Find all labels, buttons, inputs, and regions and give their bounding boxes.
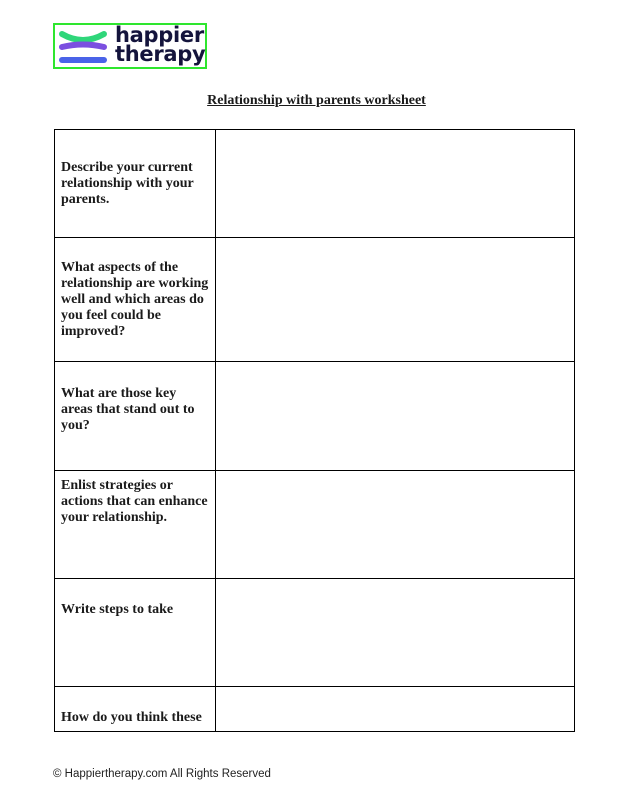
logo-wordmark <box>115 23 206 66</box>
table-row <box>55 471 575 579</box>
question-cell: Describe your current relationship with your parents. <box>55 130 216 238</box>
answer-cell[interactable] <box>216 130 575 238</box>
worksheet-title: Relationship with parents worksheet <box>207 93 426 108</box>
answer-cell[interactable] <box>216 362 575 471</box>
question-cell: How do you think these <box>55 687 216 732</box>
answer-cell[interactable] <box>216 579 575 687</box>
table-row <box>55 579 575 687</box>
logo-line1: happier <box>115 23 204 47</box>
table-row <box>55 238 575 362</box>
table-row <box>55 362 575 471</box>
question-cell: What aspects of the relationship are working well and which areas do you feel could be improved? <box>55 238 216 362</box>
copyright-footer: © Happiertherapy.com All Rights Reserved <box>53 768 271 780</box>
question-cell: Enlist strategies or actions that can enhance your relationship. <box>55 471 216 579</box>
table-row <box>55 130 575 238</box>
table-row <box>55 687 575 732</box>
answer-cell[interactable] <box>216 471 575 579</box>
worksheet-table <box>54 129 575 732</box>
question-cell: What are those key areas that stand out to you? <box>55 362 216 471</box>
happier-therapy-logo <box>53 23 207 69</box>
answer-cell[interactable] <box>216 238 575 362</box>
logo-line2: therapy <box>115 42 206 66</box>
logo-stripes-icon <box>57 27 109 67</box>
question-cell: Write steps to take <box>55 579 216 687</box>
answer-cell[interactable] <box>216 687 575 732</box>
